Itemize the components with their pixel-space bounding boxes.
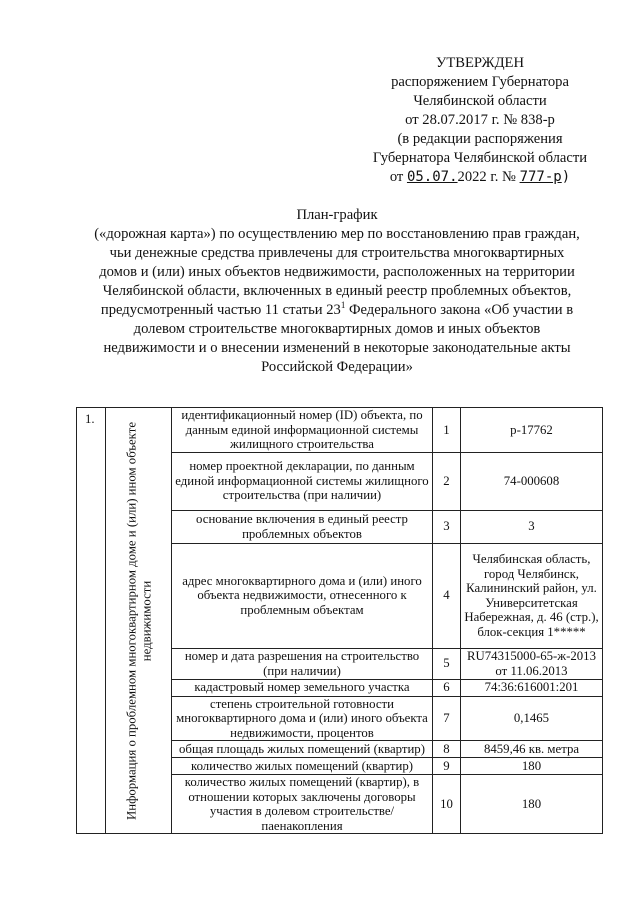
field-value: 8459,46 кв. метра xyxy=(461,741,603,758)
approval-block xyxy=(350,54,610,187)
field-label: номер проектной декларации, по данным единой информационной системы жилищного строительства (при наличии) xyxy=(172,452,433,510)
field-value: р-17762 xyxy=(461,408,603,453)
approval-year: 2022 г. № xyxy=(457,169,520,185)
approval-line: (в редакции распоряжения xyxy=(397,131,563,147)
field-label: адрес многоквартирного дома и (или) иного объекта недвижимости, отнесенного к проблемным объектам xyxy=(172,543,433,648)
field-label: кадастровый номер земельного участка xyxy=(172,679,433,696)
field-label: основание включения в единый реестр проблемных объектов xyxy=(172,510,433,543)
title-line: недвижимости и о внесении изменений в некоторые законодательные акты xyxy=(103,340,571,356)
field-value: 74:36:616001:201 xyxy=(461,679,603,696)
approval-prefix: от xyxy=(389,169,407,185)
field-value: Челябинская область, город Челябинск, Калининский район, ул. Университетская Набережная, д. 46 (стр.), блок-секция 1***** xyxy=(461,543,603,648)
title-line: Челябинской области, включенных в единый реестр проблемных объектов, xyxy=(102,283,572,299)
title-line: («дорожная карта») по осуществлению мер по восстановлению прав граждан, xyxy=(94,226,580,242)
field-value: 0,1465 xyxy=(461,696,603,741)
section-label-cell xyxy=(106,408,172,834)
title-line: долевом строительстве многоквартирных домов и иных объектов xyxy=(133,321,541,337)
field-label: количество жилых помещений (квартир), в отношении которых заключены договоры участия в долевом строительстве/паенакопления xyxy=(172,775,433,834)
approval-line: от 28.07.2017 г. № 838-р xyxy=(405,112,555,128)
field-number: 2 xyxy=(433,452,461,510)
approval-date: 05.07. xyxy=(406,169,458,185)
title-line: чьи денежные средства привлечены для строительства многоквартирных xyxy=(109,245,565,261)
field-value: 180 xyxy=(461,758,603,775)
approval-line: Губернатора Челябинской области xyxy=(372,150,588,166)
approval-suffix: ) xyxy=(561,169,571,185)
field-value: 74-000608 xyxy=(461,452,603,510)
field-value: 180 xyxy=(461,775,603,834)
field-number: 8 xyxy=(433,741,461,758)
field-value: 3 xyxy=(461,510,603,543)
field-number: 3 xyxy=(433,510,461,543)
document-title xyxy=(70,206,604,377)
field-number: 9 xyxy=(433,758,461,775)
title-text: предусмотренный частью 11 статьи 23 xyxy=(100,302,341,318)
object-info-table xyxy=(76,407,603,834)
title-line: План-график xyxy=(296,207,378,223)
row-number: 1. xyxy=(77,408,106,834)
field-number: 4 xyxy=(433,543,461,648)
field-number: 10 xyxy=(433,775,461,834)
approval-number: 777-р xyxy=(519,169,562,185)
field-value: RU74315000-65-ж-2013 от 11.06.2013 xyxy=(461,648,603,679)
field-label: общая площадь жилых помещений (квартир) xyxy=(172,741,433,758)
title-superscript: 1 xyxy=(340,300,346,311)
field-label: номер и дата разрешения на строительство (при наличии) xyxy=(172,648,433,679)
field-number: 6 xyxy=(433,679,461,696)
title-line: Российской Федерации» xyxy=(261,359,413,375)
approval-line: Челябинской области xyxy=(413,93,547,109)
field-label: степень строительной готовности многоквартирного дома и (или) иного объекта недвижимости, процентов xyxy=(172,696,433,741)
title-line: домов и (или) иных объектов недвижимости, расположенных на территории xyxy=(99,264,575,280)
field-label: количество жилых помещений (квартир) xyxy=(172,758,433,775)
title-line xyxy=(70,301,604,320)
field-number: 7 xyxy=(433,696,461,741)
approval-line: распоряжением Губернатора xyxy=(391,74,569,90)
field-label: идентификационный номер (ID) объекта, по данным единой информационной системы жилищного строительства xyxy=(172,408,433,453)
field-number: 5 xyxy=(433,648,461,679)
field-number: 1 xyxy=(433,408,461,453)
section-label: Информация о проблемном многоквартирном доме и (или) ином объекте недвижимости xyxy=(124,421,153,820)
table-row xyxy=(77,408,603,453)
approval-amendment-line xyxy=(350,168,610,187)
title-text: Федерального закона «Об участии в xyxy=(345,302,574,318)
approval-heading: УТВЕРЖДЕН xyxy=(436,55,524,71)
